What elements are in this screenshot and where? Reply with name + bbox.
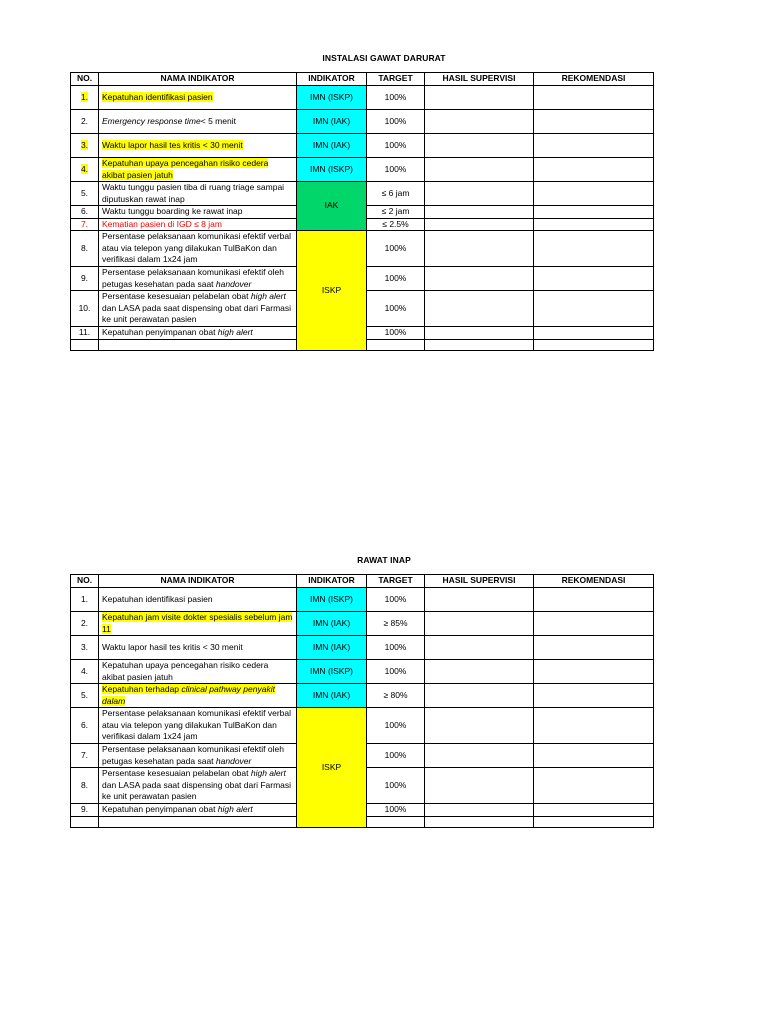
rekomendasi-cell[interactable] xyxy=(534,612,654,636)
indicator-type: IMN (IAK) xyxy=(297,612,367,636)
indicator-type: IMN (IAK) xyxy=(297,684,367,708)
hasil-cell[interactable] xyxy=(425,612,534,636)
indicator-name-italic: clinical pathway penyakit dalam xyxy=(102,684,275,706)
rekomendasi-cell[interactable] xyxy=(534,158,654,182)
hasil-cell[interactable] xyxy=(425,660,534,684)
target-value: ≥ 85% xyxy=(367,612,425,636)
hasil-cell[interactable] xyxy=(425,804,534,817)
empty-cell[interactable] xyxy=(367,339,425,350)
header-rekomendasi: REKOMENDASI xyxy=(534,73,654,86)
rekomendasi-cell[interactable] xyxy=(534,588,654,612)
empty-cell[interactable] xyxy=(425,816,534,827)
indicator-group-iak: IAK xyxy=(297,182,367,231)
row-number: 7. xyxy=(71,744,99,768)
target-value: 100% xyxy=(367,267,425,291)
target-value: ≤ 2 jam xyxy=(367,206,425,219)
header-nama: NAMA INDIKATOR xyxy=(99,73,297,86)
table-row xyxy=(71,636,654,660)
indicator-name-rest: < 5 menit xyxy=(200,115,236,126)
hasil-cell[interactable] xyxy=(425,327,534,340)
empty-cell[interactable] xyxy=(425,339,534,350)
row-number: 7. xyxy=(71,218,99,231)
hasil-cell[interactable] xyxy=(425,134,534,158)
table-row xyxy=(71,134,654,158)
indicator-name: Kepatuhan upaya pencegahan risiko cedera akibat pasien jatuh xyxy=(99,660,297,684)
indicator-type: IMN (IAK) xyxy=(297,134,367,158)
indicator-name-italic: high alert xyxy=(217,327,253,337)
indicator-name-italic: handover xyxy=(215,755,252,766)
indicator-name-italic: Emergency response time xyxy=(102,115,201,126)
target-value: 100% xyxy=(367,86,425,110)
empty-cell[interactable] xyxy=(534,816,654,827)
hasil-cell[interactable] xyxy=(425,206,534,219)
rekomendasi-cell[interactable] xyxy=(534,684,654,708)
row-number: 2. xyxy=(71,110,99,134)
indicator-name-italic: high alert xyxy=(217,804,253,814)
empty-cell[interactable] xyxy=(534,339,654,350)
rekomendasi-cell[interactable] xyxy=(534,768,654,804)
indicator-name-part: Persentase pelaksanaan komunikasi efektif oleh petugas kesehatan pada saat xyxy=(102,267,284,289)
indicator-name xyxy=(99,768,297,804)
indicator-name-part: Kepatuhan terhadap xyxy=(102,684,182,694)
rekomendasi-cell[interactable] xyxy=(534,86,654,110)
hasil-cell[interactable] xyxy=(425,218,534,231)
header-rekomendasi: REKOMENDASI xyxy=(534,575,654,588)
indicator-type: IMN (ISKP) xyxy=(297,660,367,684)
hasil-cell[interactable] xyxy=(425,158,534,182)
empty-cell[interactable] xyxy=(71,816,99,827)
row-number: 10. xyxy=(71,291,99,327)
table-header-row xyxy=(71,575,654,588)
row-number: 4. xyxy=(71,660,99,684)
hasil-cell[interactable] xyxy=(425,708,534,744)
hasil-cell[interactable] xyxy=(425,684,534,708)
rekomendasi-cell[interactable] xyxy=(534,291,654,327)
indicator-name: Kepatuhan identifikasi pasien xyxy=(102,91,213,102)
indicator-name-part: Persentase pelaksanaan komunikasi efektif oleh petugas kesehatan pada saat xyxy=(102,744,284,766)
row-number: 4. xyxy=(80,163,89,174)
rekomendasi-cell[interactable] xyxy=(534,708,654,744)
rekomendasi-cell[interactable] xyxy=(534,182,654,206)
indicator-name: Persentase pelaksanaan komunikasi efektif verbal atau via telepon yang dilakukan TulBaKon dan verifikasi dalam 1x24 jam xyxy=(99,708,297,744)
indicator-name: Persentase pelaksanaan komunikasi efektif verbal atau via telepon yang dilakukan TulBaKon dan verifikasi dalam 1x24 jam xyxy=(99,231,297,267)
row-number: 8. xyxy=(71,768,99,804)
target-value: ≥ 80% xyxy=(367,684,425,708)
ri-section-title: RAWAT INAP xyxy=(357,555,411,565)
rekomendasi-cell[interactable] xyxy=(534,804,654,817)
rekomendasi-cell[interactable] xyxy=(534,660,654,684)
indicator-name xyxy=(99,744,297,768)
indicator-name xyxy=(102,684,275,706)
rekomendasi-cell[interactable] xyxy=(534,206,654,219)
row-number: 9. xyxy=(71,804,99,817)
indicator-type: IMN (ISKP) xyxy=(297,158,367,182)
hasil-cell[interactable] xyxy=(425,110,534,134)
target-value: 100% xyxy=(367,768,425,804)
igd-indicator-table xyxy=(70,72,654,351)
header-nama: NAMA INDIKATOR xyxy=(99,575,297,588)
target-value: ≤ 6 jam xyxy=(367,182,425,206)
row-number: 8. xyxy=(71,231,99,267)
target-value: 100% xyxy=(367,134,425,158)
empty-cell[interactable] xyxy=(99,816,297,827)
row-number: 1. xyxy=(80,91,89,102)
table-row xyxy=(71,182,654,206)
indicator-type: IMN (ISKP) xyxy=(297,588,367,612)
row-number: 11. xyxy=(71,327,99,340)
indicator-name xyxy=(99,267,297,291)
header-indikator: INDIKATOR xyxy=(297,575,367,588)
header-hasil: HASIL SUPERVISI xyxy=(425,73,534,86)
row-number: 1. xyxy=(71,588,99,612)
rekomendasi-cell[interactable] xyxy=(534,327,654,340)
rekomendasi-cell[interactable] xyxy=(534,267,654,291)
target-value: 100% xyxy=(367,158,425,182)
igd-section-title: INSTALASI GAWAT DARURAT xyxy=(322,53,446,63)
rekomendasi-cell[interactable] xyxy=(534,134,654,158)
indicator-name-italic: high alert xyxy=(250,291,286,302)
target-value: 100% xyxy=(367,588,425,612)
indicator-type: IMN (ISKP) xyxy=(297,86,367,110)
indicator-name: Kematian pasien di IGD ≤ 8 jam xyxy=(99,218,297,231)
target-value: ≤ 2.5% xyxy=(367,218,425,231)
rekomendasi-cell[interactable] xyxy=(534,744,654,768)
indicator-name xyxy=(99,327,297,340)
table-row xyxy=(71,660,654,684)
rekomendasi-cell[interactable] xyxy=(534,110,654,134)
table-header-row xyxy=(71,73,654,86)
indicator-name: Kepatuhan upaya pencegahan risiko cedera akibat pasien jatuh xyxy=(102,158,269,180)
target-value: 100% xyxy=(367,327,425,340)
hasil-cell[interactable] xyxy=(425,768,534,804)
target-value: 100% xyxy=(367,291,425,327)
target-value: 100% xyxy=(367,744,425,768)
header-target: TARGET xyxy=(367,575,425,588)
row-number: 5. xyxy=(71,182,99,206)
table-row xyxy=(71,158,654,182)
indicator-name: Waktu lapor hasil tes kritis < 30 menit xyxy=(99,636,297,660)
row-number: 9. xyxy=(71,267,99,291)
header-indikator: INDIKATOR xyxy=(297,73,367,86)
indicator-type: IMN (IAK) xyxy=(297,110,367,134)
hasil-cell[interactable] xyxy=(425,231,534,267)
header-hasil: HASIL SUPERVISI xyxy=(425,575,534,588)
indicator-name-part: Kepatuhan penyimpanan obat xyxy=(102,327,218,337)
ri-indicator-table xyxy=(70,574,654,828)
indicator-name-part: dan LASA pada saat dispensing obat dari Farmasi ke unit perawatan pasien xyxy=(102,779,292,802)
table-row xyxy=(71,86,654,110)
indicator-name: Kepatuhan identifikasi pasien xyxy=(99,588,297,612)
row-number: 3. xyxy=(71,636,99,660)
table-row xyxy=(71,708,654,744)
table-row xyxy=(71,612,654,636)
indicator-name xyxy=(99,804,297,817)
row-number: 2. xyxy=(71,612,99,636)
target-value: 100% xyxy=(367,110,425,134)
indicator-name: Kepatuhan jam visite dokter spesialis sebelum jam 11 xyxy=(102,612,293,634)
row-number: 3. xyxy=(80,139,89,150)
table-row xyxy=(71,110,654,134)
hasil-cell[interactable] xyxy=(425,86,534,110)
table-row xyxy=(71,588,654,612)
hasil-cell[interactable] xyxy=(425,588,534,612)
indicator-name: Waktu tunggu pasien tiba di ruang triage sampai diputuskan rawat inap xyxy=(99,182,297,206)
indicator-name-part: Persentase kesesuaian pelabelan obat xyxy=(102,291,251,302)
indicator-name: Waktu tunggu boarding ke rawat inap xyxy=(99,206,297,219)
target-value: 100% xyxy=(367,636,425,660)
target-value: 100% xyxy=(367,231,425,267)
indicator-group-iskp: ISKP xyxy=(297,231,367,351)
indicator-group-iskp: ISKP xyxy=(297,708,367,828)
indicator-name-italic: handover xyxy=(215,278,252,289)
rekomendasi-cell[interactable] xyxy=(534,636,654,660)
rekomendasi-cell[interactable] xyxy=(534,231,654,267)
table-row xyxy=(71,231,654,267)
indicator-type: IMN (IAK) xyxy=(297,636,367,660)
row-number: 6. xyxy=(71,206,99,219)
indicator-name: Waktu lapor hasil tes kritis < 30 menit xyxy=(102,139,243,150)
indicator-name-part: Kepatuhan penyimpanan obat xyxy=(102,804,218,814)
hasil-cell[interactable] xyxy=(425,291,534,327)
indicator-name xyxy=(99,291,297,327)
hasil-cell[interactable] xyxy=(425,636,534,660)
empty-cell[interactable] xyxy=(71,339,99,350)
indicator-name-part: Persentase kesesuaian pelabelan obat xyxy=(102,768,251,779)
empty-cell[interactable] xyxy=(367,816,425,827)
header-target: TARGET xyxy=(367,73,425,86)
table-row xyxy=(71,684,654,708)
indicator-name-italic: high alert xyxy=(250,768,286,779)
indicator-name xyxy=(99,110,297,134)
hasil-cell[interactable] xyxy=(425,182,534,206)
target-value: 100% xyxy=(367,660,425,684)
target-value: 100% xyxy=(367,708,425,744)
empty-cell[interactable] xyxy=(99,339,297,350)
row-number: 5. xyxy=(71,684,99,708)
hasil-cell[interactable] xyxy=(425,267,534,291)
indicator-name-part: dan LASA pada saat dispensing obat dari Farmasi ke unit perawatan pasien xyxy=(102,302,292,325)
hasil-cell[interactable] xyxy=(425,744,534,768)
rekomendasi-cell[interactable] xyxy=(534,218,654,231)
header-no: NO. xyxy=(71,575,99,588)
row-number: 6. xyxy=(71,708,99,744)
target-value: 100% xyxy=(367,804,425,817)
header-no: NO. xyxy=(71,73,99,86)
